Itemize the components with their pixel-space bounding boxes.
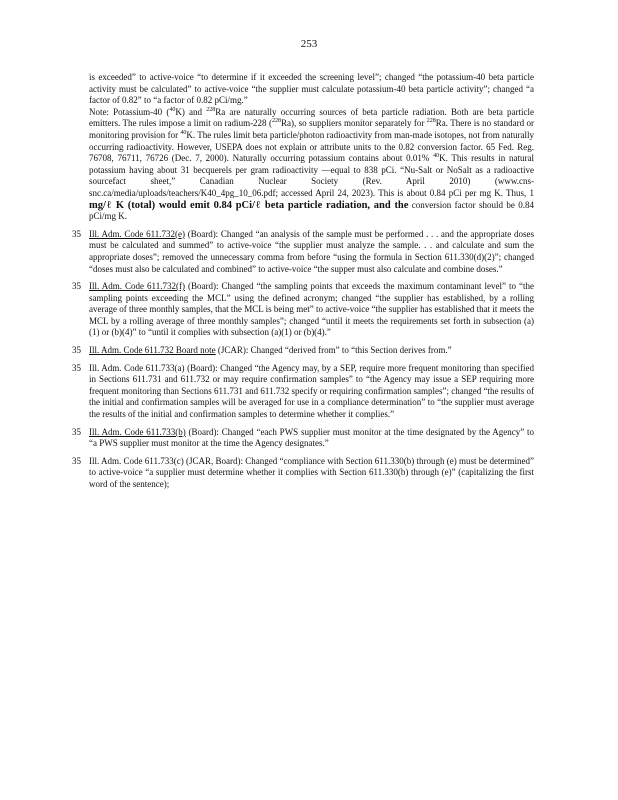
- footnote: [72, 363, 534, 421]
- footnote-reference: Ill. Adm. Code 611.732(e): [89, 228, 185, 239]
- isotope-superscript: 40: [433, 153, 440, 160]
- footnote-number: 35: [72, 426, 81, 437]
- footnote: [72, 427, 534, 450]
- footnote-text: Ill. Adm. Code 611.733(c) (JCAR, Board): Changed “compliance with Section 611.330(b) through (e) must be determined” to active-voice “a supplier must determine whether it complies with Section 611.330(b) through (e)” (capitalizing the first word of the sentence);: [89, 455, 534, 489]
- isotope-superscript: 40: [180, 129, 187, 136]
- footnote-number: 35: [72, 455, 81, 466]
- footnote-text: (Board): Changed “each PWS supplier must monitor at the time designated by the Agency” to “a PWS supplier must monitor at the time the Agency designates.”: [89, 426, 534, 449]
- note-paragraph: [89, 107, 534, 223]
- note-text: Ra are naturally occurring sources of beta particle radiation. Both are beta particle emitters. The rules impose a limit on radium-228 (: [89, 106, 534, 129]
- footnote-text: Ill. Adm. Code 611.733(a) (Board): Changed “the Agency may, by a SEP, require more frequent monitoring than specified in Sections 611.731 and 611.732 or may require confirmation samples” to “the Agency may issue a SEP requiring more frequent monitoring than Sections 611.731 and 611.732 specify or requiring confirmation samples”; changed “the results of the initial and confirmation samples will be averaged for use in a compliance determination” to “the supplier must average the results of the initial and confirmation samples to determine whether it complies.”: [89, 362, 534, 420]
- continuation-paragraph: is exceeded” to active-voice “to determine if it exceeded the screening level”; changed “the potassium-40 beta particle activity must be calculated” to active-voice “the supplier must calculate potassium-40 beta particle activity”; changed “a factor of 0.82” to “a factor of 0.82 pCi/mg.”: [89, 72, 534, 106]
- note-text: conversion factor should be 0.84 pCi/mg K.: [89, 199, 534, 222]
- note-text: Note: Potassium-40 (: [89, 106, 170, 117]
- note-emphasis: mg/ℓ K (total) would emit 0.84 pCi/ℓ beta particle radiation, and the: [89, 199, 409, 211]
- footnote: [72, 281, 534, 339]
- footnote-reference: Ill. Adm. Code 611.732(f): [89, 281, 185, 292]
- page-number: 253: [300, 38, 318, 50]
- footnote-text: (Board): Changed “an analysis of the sample must be performed . . . and the appropriate doses must be calculated and summed” to active-voice “the supplier must analyze the sample. . . and calculate and sum the appropriate doses”; removed the unnecessary comma from before “using the formula in Section 611.330(d)(2)”; changed “doses must also be calculated and combined” to active-voice “the supper must also calculate and combine doses.”: [89, 228, 534, 274]
- isotope-superscript: 228: [206, 106, 216, 113]
- footnote-reference: Ill. Adm. Code 611.732 Board note: [89, 345, 216, 356]
- note-text: K. The rules limit beta particle/photon radioactivity from man-made isotopes, not from naturally occurring radioactivity. However, USEPA does not explain or attribute units to the 0.82 conversion factor. 65 Fed. Reg. 76708, 76711, 76726 (Dec. 7, 2000). Naturally occurring potassium contains about 0.01%: [89, 129, 534, 164]
- isotope-superscript: 228: [272, 118, 281, 125]
- footnote: [72, 229, 534, 275]
- isotope-superscript: 40: [169, 106, 176, 113]
- footnote: [72, 345, 534, 357]
- isotope-superscript: 228: [426, 118, 436, 125]
- footnote-reference: Ill. Adm. Code 611.733(b): [89, 426, 186, 437]
- note-text: Ra), so suppliers monitor separately for: [281, 118, 427, 129]
- footnote-text: (Board): Changed “the sampling points that exceeds the maximum contaminant level” to “the sampling points exceeding the MCL” using the defined acronym; changed “the supplier has established, by a rolling average of three monthly samples, that the MCL is being met” to active-voice “the supplier has established that it meets the MCL by a rolling average of three monthly samples”; changed “until it meets the requirements set forth in subsection (a)(1) or (b)(4)” to “until it complies with subsection (a)(1) or (b)(4).”: [89, 281, 535, 338]
- note-text: K. This results in natural potassium having about 31 becquerels per gram radioactivity —equal to 838 pCi. “Nu-Salt or NoSalt as a radioactive sourcefact sheet,” Canadian Nuclear Society (Rev. April 2010) (www.cns-snc.ca/media/uploads/teachers/K40_4pg_10_06.pdf; accessed April 24, 2023). This is about 0.84 pCi per mg K. Thus, 1: [89, 153, 534, 198]
- note-text: K) and: [175, 106, 207, 117]
- footnote-text: (JCAR): Changed “derived from” to “this Section derives from.”: [215, 345, 452, 356]
- footnote-number: 35: [72, 281, 81, 292]
- footnote-number: 35: [72, 362, 81, 373]
- page-content: [72, 72, 534, 491]
- footnote-number: 35: [72, 228, 81, 239]
- note-text: Ra. There is no standard or monitoring provision for: [89, 118, 535, 140]
- footnote-number: 35: [72, 345, 81, 356]
- footnote: [72, 456, 534, 491]
